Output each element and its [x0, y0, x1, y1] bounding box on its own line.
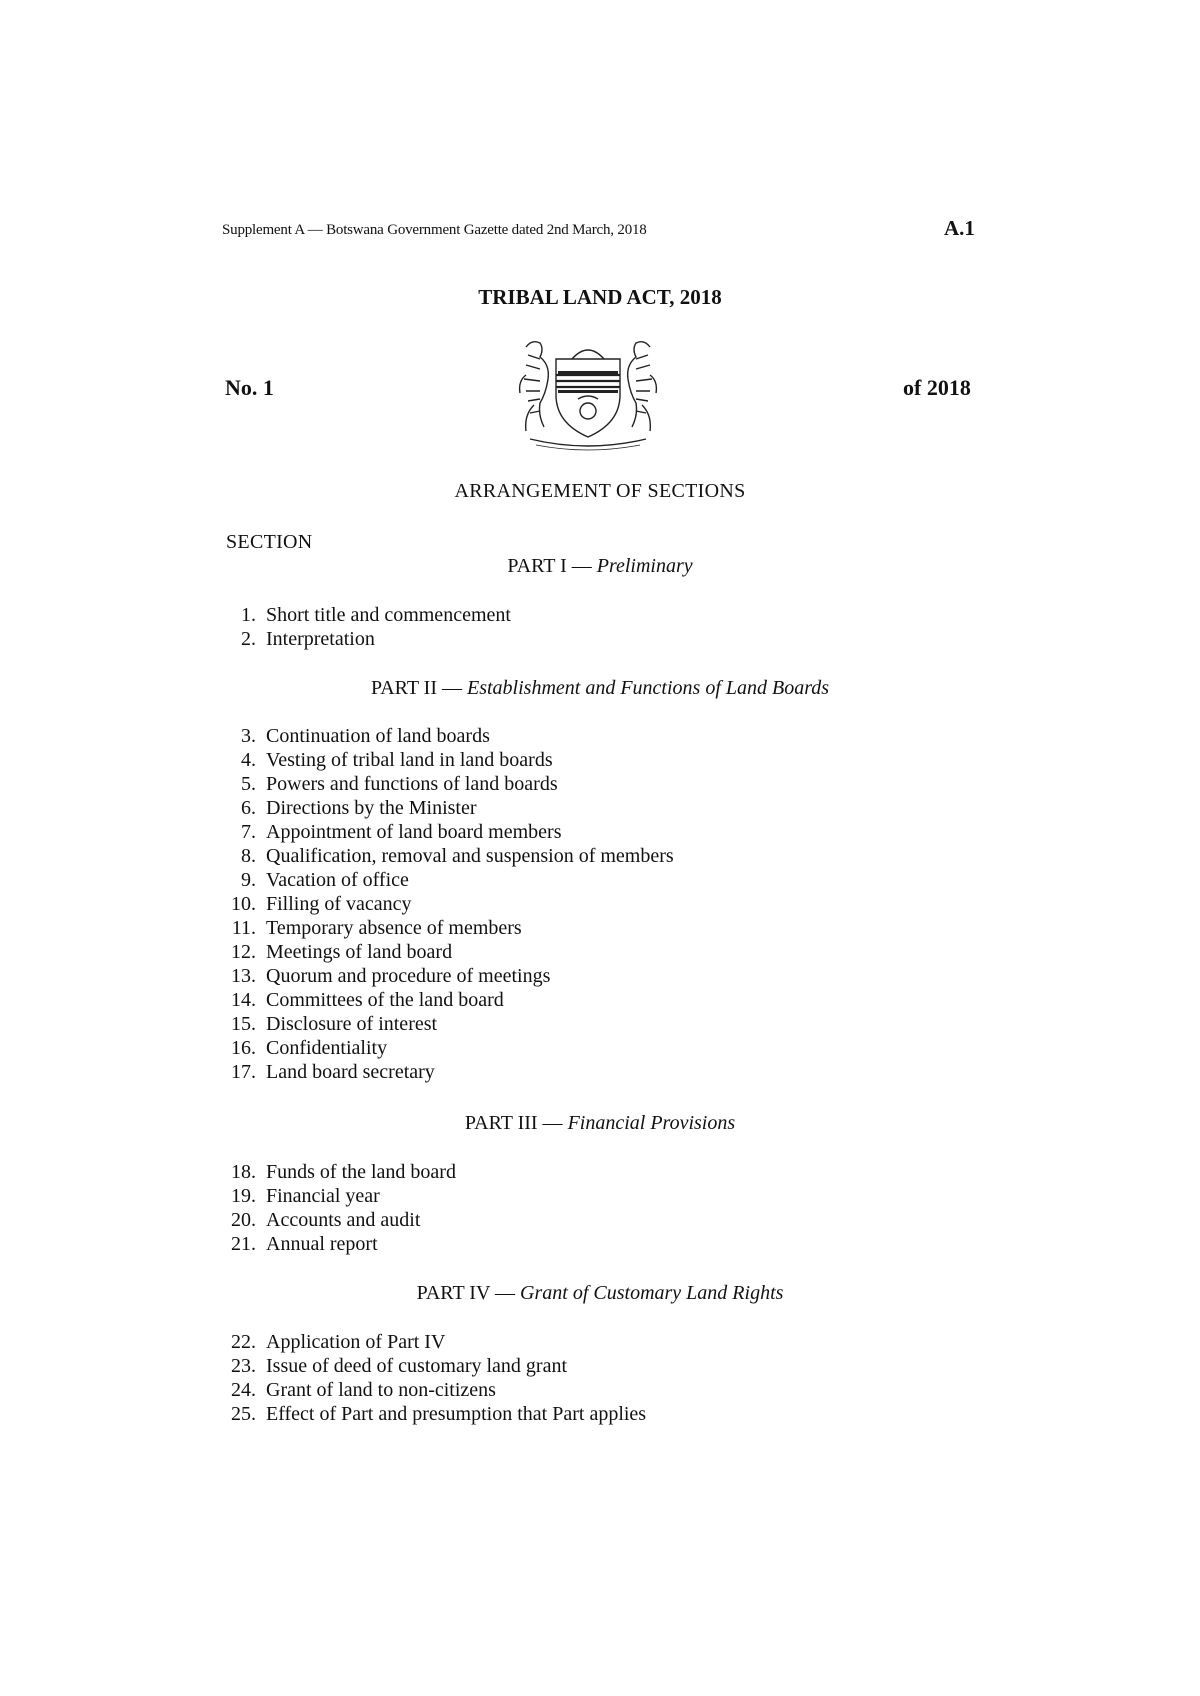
section-title: Quorum and procedure of meetings: [266, 965, 551, 987]
gazette-supplement-line: Supplement A — Botswana Government Gazette dated 2nd March, 2018: [222, 222, 647, 238]
section-entry: [0, 1061, 435, 1085]
section-number: 5.: [241, 773, 256, 795]
section-number: 8.: [241, 845, 256, 867]
section-number: 10.: [231, 893, 256, 915]
section-title: Disclosure of interest: [266, 1013, 438, 1035]
section-entry: [0, 869, 409, 893]
section-number: 21.: [231, 1233, 256, 1255]
section-number: 16.: [231, 1037, 256, 1059]
section-title: Interpretation: [266, 628, 375, 650]
section-entry: [0, 1331, 445, 1355]
section-number: 2.: [241, 628, 256, 650]
section-title: Grant of land to non-citizens: [266, 1379, 496, 1401]
part-label: PART IV —: [416, 1282, 521, 1304]
section-title: Powers and functions of land boards: [266, 773, 558, 795]
part-label: PART I —: [507, 555, 597, 577]
section-number: 22.: [231, 1331, 256, 1353]
section-number: 23.: [231, 1355, 256, 1377]
section-title: Short title and commencement: [266, 604, 511, 626]
section-number: 12.: [231, 941, 256, 963]
section-entry: [0, 845, 674, 869]
part-heading: [0, 1112, 1200, 1135]
section-title: Effect of Part and presumption that Part applies: [266, 1403, 647, 1425]
part-heading: [0, 677, 1200, 700]
section-title: Annual report: [266, 1233, 378, 1255]
section-entry: [0, 773, 558, 797]
section-entry: [0, 604, 511, 628]
act-year: of 2018: [903, 375, 971, 400]
section-title: Committees of the land board: [266, 989, 504, 1011]
coat-of-arms-icon: [512, 335, 664, 455]
section-number: 1.: [241, 604, 256, 626]
part-subtitle: Preliminary: [596, 555, 693, 577]
page-reference: A.1: [944, 216, 975, 240]
section-number: 18.: [231, 1161, 256, 1183]
section-title: Application of Part IV: [266, 1331, 446, 1353]
section-entry: [0, 917, 522, 941]
section-title: Funds of the land board: [266, 1161, 456, 1183]
section-number: 24.: [231, 1379, 256, 1401]
section-number: 19.: [231, 1185, 256, 1207]
section-title: Vacation of office: [266, 869, 409, 891]
section-entry: [0, 725, 490, 749]
section-title: Vesting of tribal land in land boards: [266, 749, 553, 771]
section-entry: [0, 1379, 496, 1403]
section-entry: [0, 989, 504, 1013]
section-title: Continuation of land boards: [266, 725, 490, 747]
arrangement-heading: ARRANGEMENT OF SECTIONS: [454, 480, 746, 502]
act-number: No. 1: [225, 375, 274, 400]
section-column-label: SECTION: [226, 531, 313, 553]
section-title: Directions by the Minister: [266, 797, 477, 819]
section-title: Meetings of land board: [266, 941, 453, 963]
section-entry: [0, 628, 375, 652]
section-number: 3.: [241, 725, 256, 747]
section-number: 15.: [231, 1013, 256, 1035]
section-title: Appointment of land board members: [266, 821, 562, 843]
section-title: Issue of deed of customary land grant: [266, 1355, 568, 1377]
section-number: 13.: [231, 965, 256, 987]
section-title: Temporary absence of members: [266, 917, 522, 939]
section-entry: [0, 749, 553, 773]
section-entry: [0, 941, 452, 965]
part-subtitle: Establishment and Functions of Land Boards: [467, 677, 830, 699]
section-entry: [0, 1185, 380, 1209]
section-entry: [0, 1013, 437, 1037]
section-title: Land board secretary: [266, 1061, 435, 1083]
section-entry: [0, 1233, 378, 1257]
section-title: Qualification, removal and suspension of members: [266, 845, 674, 867]
part-label: PART II —: [370, 677, 467, 699]
section-entry: [0, 1355, 567, 1379]
section-number: 20.: [231, 1209, 256, 1231]
section-entry: [0, 1037, 387, 1061]
section-entry: [0, 1161, 456, 1185]
part-label: PART III —: [464, 1112, 568, 1134]
section-number: 7.: [241, 821, 256, 843]
section-entry: [0, 797, 477, 821]
part-heading: [0, 555, 1200, 578]
part-heading: [0, 1282, 1200, 1305]
part-subtitle: Financial Provisions: [567, 1112, 736, 1134]
section-number: 4.: [241, 749, 256, 771]
section-title: Financial year: [266, 1185, 380, 1207]
part-subtitle: Grant of Customary Land Rights: [520, 1282, 784, 1304]
section-number: 6.: [241, 797, 256, 819]
section-number: 17.: [231, 1061, 256, 1083]
section-number: 25.: [231, 1403, 256, 1425]
section-title: Accounts and audit: [266, 1209, 421, 1231]
section-title: Filling of vacancy: [266, 893, 412, 915]
section-title: Confidentiality: [266, 1037, 388, 1059]
act-title: TRIBAL LAND ACT, 2018: [478, 285, 722, 309]
section-entry: [0, 1403, 646, 1427]
section-number: 9.: [241, 869, 256, 891]
section-number: 14.: [231, 989, 256, 1011]
section-entry: [0, 893, 412, 917]
section-number: 11.: [231, 917, 256, 939]
section-entry: [0, 821, 562, 845]
section-entry: [0, 1209, 420, 1233]
section-entry: [0, 965, 550, 989]
